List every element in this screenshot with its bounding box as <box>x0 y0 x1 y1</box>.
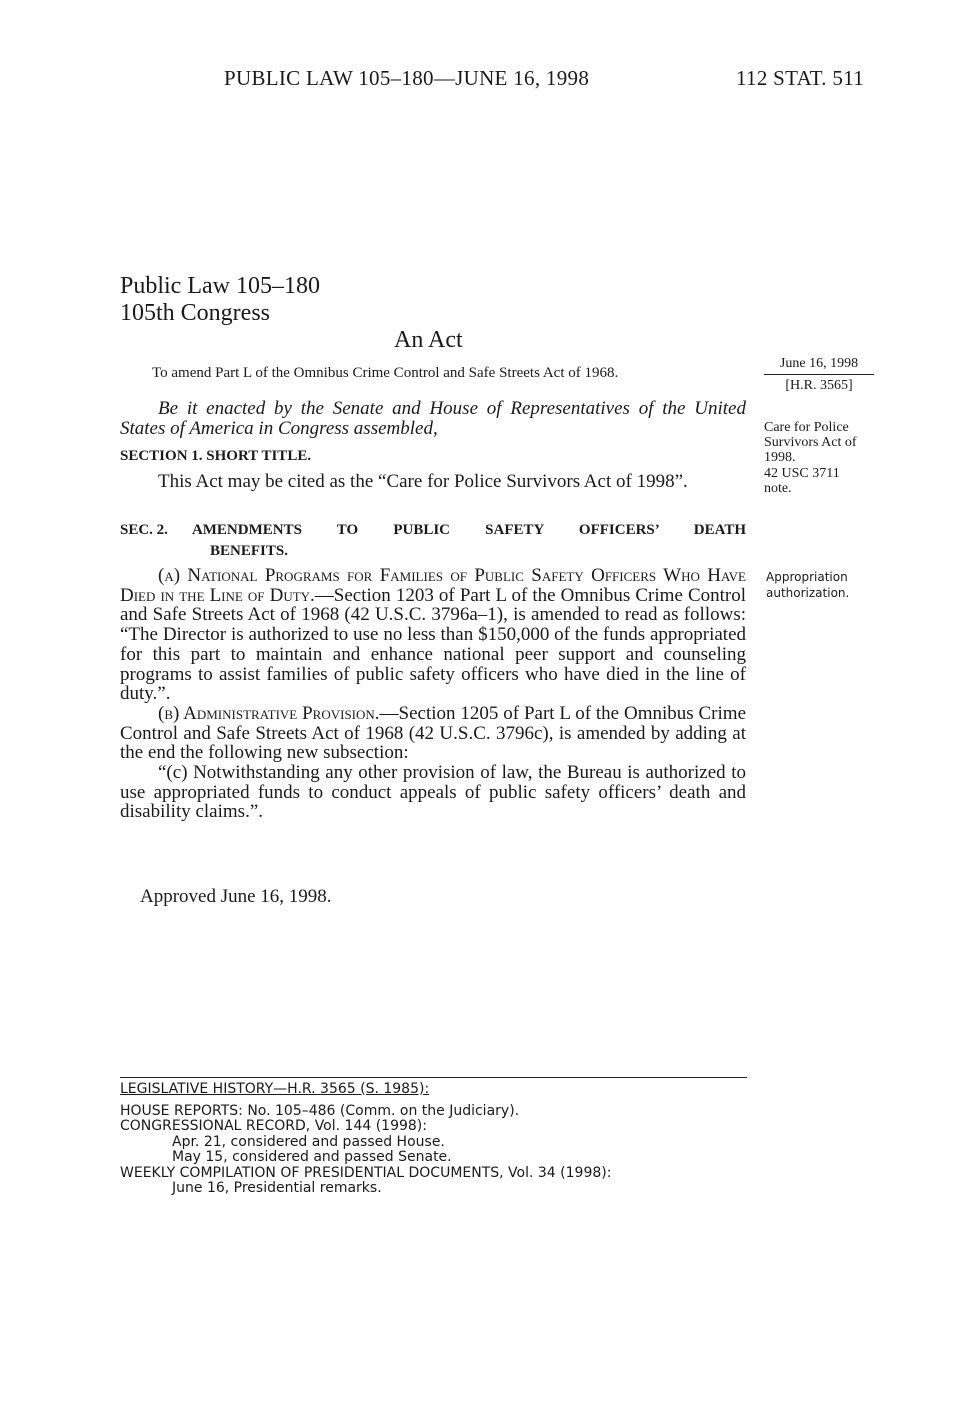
legislative-history <box>120 1082 611 1197</box>
section-2-body <box>120 566 746 822</box>
sidenote-line: Care for Police <box>764 420 849 435</box>
history-item: May 15, considered and passed Senate. <box>172 1149 452 1165</box>
sidenote-date: June 16, 1998 <box>779 356 859 371</box>
new-subsection-c: “(c) Notwithstanding any other provision of law, the Bureau is authorized to use appropriated funds to conduct appeals of public safety officers’ death and disability claims.”. <box>120 762 746 823</box>
history-heading: LEGISLATIVE HISTORY—H.R. 3565 (S. 1985): <box>120 1081 430 1097</box>
public-law-number: Public Law 105–180 <box>120 273 320 299</box>
subsection-a <box>120 566 746 704</box>
history-congressional-record: CONGRESSIONAL RECORD, Vol. 144 (1998): <box>120 1118 427 1134</box>
sidenote-rule <box>764 374 874 375</box>
act-purpose: To amend Part L of the Omnibus Crime Control and Safe Streets Act of 1968. <box>152 365 619 381</box>
section-1-text: This Act may be cited as the “Care for Police Survivors Act of 1998”. <box>158 471 688 492</box>
subsection-b <box>120 704 746 763</box>
sidenote-date-bill <box>764 355 874 394</box>
sidenote-line: authorization. <box>766 586 850 600</box>
subsection-a-text: —Section 1203 of Part L of the Omnibus Crime Control and Safe Streets Act of 1968 (42 U.S.C. 3796a–1), is amended to read as follows: “The Director is authorized to use no less than $150,000 of the funds appropriated for this part to maintain and enhance national peer support and counseling programs to assist families of public safety officers who have died in the line of duty.”. <box>120 584 747 705</box>
history-item: Apr. 21, considered and passed House. <box>172 1133 445 1150</box>
subsection-b-text: —Section 1205 of Part L of the Omnibus Crime Control and Safe Streets Act of 1968 (42 U.S.C. 3796c), is amended by adding at the end the following new subsection: <box>120 702 746 764</box>
section-2-heading-line <box>120 520 746 541</box>
sidenote-line: 42 USC 3711 <box>764 466 840 481</box>
sidenote-usc <box>764 466 840 496</box>
section-2-number: SEC. 2. <box>120 522 168 538</box>
sidenote-short-title <box>764 420 857 465</box>
sidenote-line: 1998. <box>764 450 796 465</box>
sidenote-line: note. <box>764 481 792 496</box>
history-weekly-compilation: WEEKLY COMPILATION OF PRESIDENTIAL DOCUMENTS, Vol. 34 (1998): <box>120 1164 612 1181</box>
section-2-title: AMENDMENTS TO PUBLIC SAFETY OFFICERS’ DEATH <box>191 522 746 538</box>
act-heading: An Act <box>394 327 463 353</box>
enacting-clause: Be it enacted by the Senate and House of Representatives of the United States of America in Congress assembled, <box>120 398 746 439</box>
history-house-reports: HOUSE REPORTS: No. 105–486 (Comm. on the Judiciary). <box>120 1102 520 1119</box>
sidenote-line: Appropriation <box>766 570 848 584</box>
section-1-heading: SECTION 1. SHORT TITLE. <box>120 448 312 464</box>
running-header-left: PUBLIC LAW 105–180—JUNE 16, 1998 <box>224 66 590 90</box>
law-title-block <box>120 273 320 327</box>
sidenote-bill: [H.R. 3565] <box>785 378 853 393</box>
approval-date: Approved June 16, 1998. <box>140 886 332 907</box>
section-2-heading <box>120 520 746 562</box>
congress-number: 105th Congress <box>120 300 270 326</box>
history-item: June 16, Presidential remarks. <box>172 1180 382 1196</box>
subsection-a-heading: (a) National Programs for Families of Public Safety Officers Who Have Died in the Line of Duty. <box>120 565 746 606</box>
sidenote-line: Survivors Act of <box>764 435 857 450</box>
section-2-title-cont: BENEFITS. <box>210 543 288 559</box>
sidenote-appropriation <box>766 569 849 601</box>
subsection-b-heading: (b) Administrative Provision. <box>158 702 380 724</box>
footer-rule <box>120 1077 747 1078</box>
running-header-page: 112 STAT. 511 <box>736 66 865 90</box>
